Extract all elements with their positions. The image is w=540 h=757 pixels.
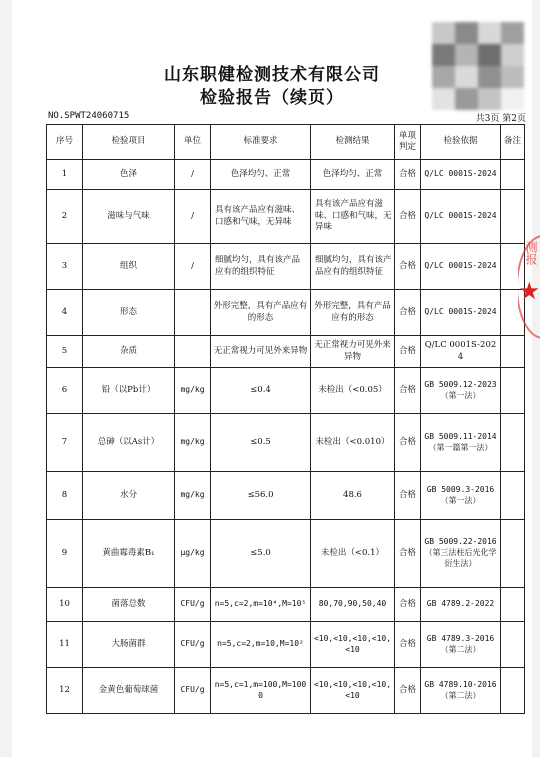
cell-remark: [501, 622, 525, 668]
table-row: [47, 622, 525, 668]
cell-unit: CFU/g: [175, 668, 211, 714]
cell-requirement: 色泽均匀、正常: [211, 160, 311, 190]
cell-basis: Q/LC 0001S-2024: [421, 160, 501, 190]
cell-basis: GB 5009.22-2016（第三法柱后光化学衍生法）: [421, 520, 501, 588]
cell-result: <10,<10,<10,<10,<10: [311, 622, 395, 668]
cell-basis: GB 4789.10-2016（第二法）: [421, 668, 501, 714]
cell-unit: [175, 290, 211, 336]
cell-judgement: 合格: [395, 414, 421, 472]
cell-basis: Q/LC 0001S-2024: [421, 244, 501, 290]
table-header-row: [47, 125, 525, 160]
cell-judgement: 合格: [395, 622, 421, 668]
table-row: [47, 190, 525, 244]
table-row: [47, 472, 525, 520]
cell-result: 未检出（<0.1）: [311, 520, 395, 588]
col-header-remark: 备注: [501, 125, 525, 160]
cell-judgement: 合格: [395, 160, 421, 190]
cell-item: 大肠菌群: [83, 622, 175, 668]
table-row: [47, 668, 525, 714]
cell-unit: μg/kg: [175, 520, 211, 588]
cell-basis: GB 5009.12-2023（第一法）: [421, 368, 501, 414]
cell-basis: Q/LC 0001S-2024: [421, 336, 501, 368]
cell-result: 未检出（<0.010）: [311, 414, 395, 472]
cell-unit: /: [175, 244, 211, 290]
table-row: [47, 336, 525, 368]
cell-result: 外形完整，具有产品应有的形态: [311, 290, 395, 336]
report-title: 检验报告（续页）: [200, 88, 344, 108]
cell-unit: mg/kg: [175, 472, 211, 520]
cell-requirement: n=5,c=2,m=10,M=10²: [211, 622, 311, 668]
cell-requirement: n=5,c=1,m=100,M=1000: [211, 668, 311, 714]
company-name: 山东职健检测技术有限公司: [164, 65, 380, 85]
cell-no: 12: [47, 668, 83, 714]
cell-item: 组织: [83, 244, 175, 290]
cell-item: 菌落总数: [83, 588, 175, 622]
cell-remark: [501, 668, 525, 714]
cell-remark: [501, 160, 525, 190]
cell-no: 5: [47, 336, 83, 368]
col-header-result: 检测结果: [311, 125, 395, 160]
cell-result: 48.6: [311, 472, 395, 520]
cell-result: <10,<10,<10,<10,<10: [311, 668, 395, 714]
cell-no: 8: [47, 472, 83, 520]
cell-no: 3: [47, 244, 83, 290]
report-number: NO.SPWT24060715: [48, 111, 130, 121]
star-icon: ★: [518, 277, 540, 305]
cell-item: 金黄色葡萄球菌: [83, 668, 175, 714]
cell-remark: [501, 588, 525, 622]
cell-no: 11: [47, 622, 83, 668]
cell-judgement: 合格: [395, 668, 421, 714]
official-seal-stamp: [518, 235, 540, 345]
cell-result: 80,70,90,50,40: [311, 588, 395, 622]
cell-no: 2: [47, 190, 83, 244]
cell-requirement: n=5,c=2,m=10⁴,M=10⁵: [211, 588, 311, 622]
table-row: [47, 588, 525, 622]
col-header-no: 序号: [47, 125, 83, 160]
cell-requirement: 外形完整，具有产品应有的形态: [211, 290, 311, 336]
cell-basis: Q/LC 0001S-2024: [421, 190, 501, 244]
cell-result: 色泽均匀、正常: [311, 160, 395, 190]
cell-basis: GB 5009.11-2014（第一篇第一法）: [421, 414, 501, 472]
page-indicator: 共3页 第2页: [475, 114, 526, 124]
cell-basis: GB 4789.3-2016（第二法）: [421, 622, 501, 668]
cell-basis: GB 4789.2-2022: [421, 588, 501, 622]
inspection-table: [46, 124, 525, 714]
cell-unit: [175, 336, 211, 368]
cell-item: 滋味与气味: [83, 190, 175, 244]
cell-requirement: 具有该产品应有滋味、口感和气味，无异味: [211, 190, 311, 244]
cell-no: 6: [47, 368, 83, 414]
cell-requirement: 无正常视力可见外来异物: [211, 336, 311, 368]
cell-no: 10: [47, 588, 83, 622]
cell-unit: /: [175, 190, 211, 244]
cell-remark: [501, 414, 525, 472]
table-row: [47, 290, 525, 336]
cell-judgement: 合格: [395, 368, 421, 414]
seal-text: 测报: [524, 241, 538, 265]
col-header-basis: 检验依据: [421, 125, 501, 160]
cell-result: 无正常视力可见外来异物: [311, 336, 395, 368]
cell-item: 色泽: [83, 160, 175, 190]
cell-item: 形态: [83, 290, 175, 336]
cell-requirement: 细腻均匀，具有该产品应有的组织特征: [211, 244, 311, 290]
cell-remark: [501, 472, 525, 520]
cell-judgement: 合格: [395, 520, 421, 588]
col-header-requirement: 标准要求: [211, 125, 311, 160]
cell-no: 1: [47, 160, 83, 190]
cell-no: 7: [47, 414, 83, 472]
cell-judgement: 合格: [395, 244, 421, 290]
cell-item: 杂质: [83, 336, 175, 368]
cell-unit: mg/kg: [175, 368, 211, 414]
cell-requirement: ≤0.4: [211, 368, 311, 414]
cell-unit: CFU/g: [175, 622, 211, 668]
col-header-item: 检验项目: [83, 125, 175, 160]
table-row: [47, 368, 525, 414]
cell-judgement: 合格: [395, 588, 421, 622]
cell-item: 水分: [83, 472, 175, 520]
cell-unit: mg/kg: [175, 414, 211, 472]
table-row: [47, 160, 525, 190]
cell-judgement: 合格: [395, 472, 421, 520]
col-header-judgement: 单项判定: [395, 125, 421, 160]
cell-judgement: 合格: [395, 336, 421, 368]
cell-judgement: 合格: [395, 190, 421, 244]
table-row: [47, 244, 525, 290]
cell-unit: /: [175, 160, 211, 190]
cell-item: 铅（以Pb计）: [83, 368, 175, 414]
table-row: [47, 414, 525, 472]
cell-unit: CFU/g: [175, 588, 211, 622]
cell-remark: [501, 368, 525, 414]
cell-requirement: ≤5.0: [211, 520, 311, 588]
cell-judgement: 合格: [395, 290, 421, 336]
cell-requirement: ≤56.0: [211, 472, 311, 520]
cell-no: 9: [47, 520, 83, 588]
cell-item: 总砷（以As计）: [83, 414, 175, 472]
cell-requirement: ≤0.5: [211, 414, 311, 472]
col-header-unit: 单位: [175, 125, 211, 160]
table-row: [47, 520, 525, 588]
cell-result: 具有该产品应有滋味、口感和气味，无异味: [311, 190, 395, 244]
cell-no: 4: [47, 290, 83, 336]
cell-basis: GB 5009.3-2016（第一法）: [421, 472, 501, 520]
cell-remark: [501, 520, 525, 588]
cell-basis: Q/LC 0001S-2024: [421, 290, 501, 336]
report-page: [12, 0, 532, 757]
cell-result: 细腻均匀，具有该产品应有的组织特征: [311, 244, 395, 290]
cell-result: 未检出（<0.05）: [311, 368, 395, 414]
cell-item: 黄曲霉毒素B₁: [83, 520, 175, 588]
